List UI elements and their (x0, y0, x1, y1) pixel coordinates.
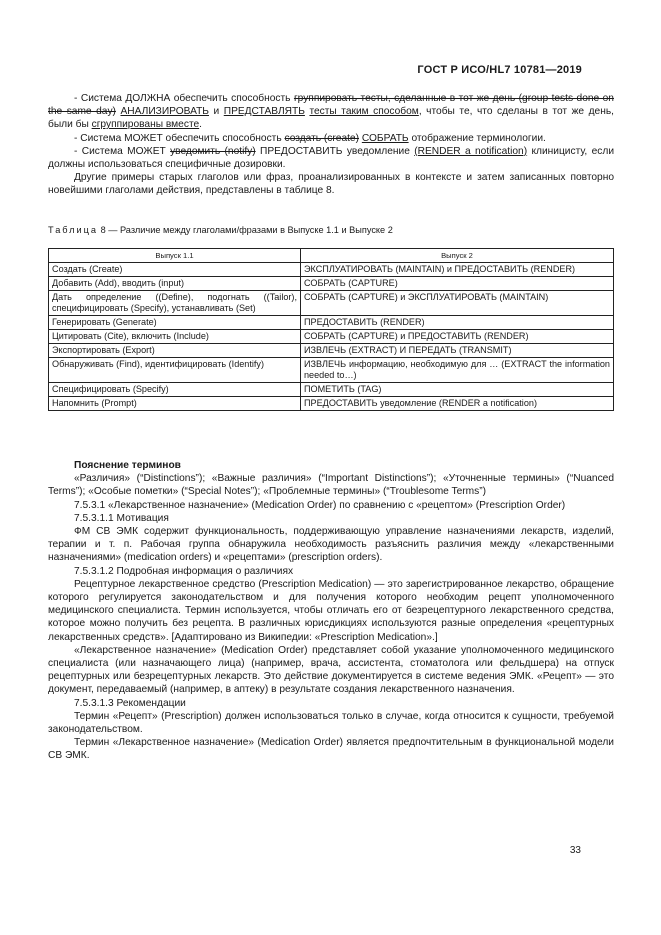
details-paragraph-2: «Лекарственное назначение» (Medication Order) представляет собой указание уполномоченного медицинского специалиста (или назначающего лица) (например, врача, ассистента, стоматолога или фельдшера) на отпуск рецептурных или безрецептурных лекарств. Это действие документируется в системе ведения ЭМК. «Рецепт» — это документ, передаваемый (например, в аптеку) в результате создания лекарственного назначения. (48, 644, 614, 696)
table-cell: ПРЕДОСТАВИТЬ уведомление (RENDER a notification) (301, 397, 614, 411)
body-section (48, 459, 614, 763)
underlined-text: (RENDER a notification) (414, 145, 528, 157)
underlined-text: сгруппированы вместе (91, 119, 200, 131)
table-row (49, 263, 614, 277)
table-caption: Таблица 8 — Различие между глаголами/фразами в Выпуске 1.1 и Выпуске 2 (48, 225, 393, 235)
table-cell: ПОМЕТИТЬ (TAG) (301, 383, 614, 397)
table-row (49, 291, 614, 316)
intro-paragraph-1: - Система ДОЛЖНА обеспечить способность группировать тесты, сделанные в тот же день (group tests done on the same day) АНАЛИЗИРОВАТЬ и ПРЕДСТАВЛЯТЬ тесты таким способом, чтобы те, что сделаны в тот же день, были бы сгруппированы вместе. (48, 93, 614, 131)
table-cell: Генерировать (Generate) (49, 316, 301, 330)
section-heading-7-5-3-1: 7.5.3.1 «Лекарственное назначение» (Medication Order) по сравнению с «рецептом» (Prescription Order) (74, 499, 566, 511)
recommendation-paragraph-2: Термин «Лекарственное назначение» (Medication Order) является предпочтительным в функциональной модели СВ ЭМК. (48, 737, 614, 762)
page-number: 33 (569, 845, 581, 856)
underlined-text: СОБРАТЬ (361, 132, 409, 144)
table-row (49, 330, 614, 344)
intro-paragraph-2: - Система МОЖЕТ обеспечить способность создать (create) СОБРАТЬ отображение терминологии. (74, 132, 546, 144)
terms-paragraph: «Различия» (“Distinctions”); «Важные различия» (“Important Distinctions”); «Уточненные термины» (“Nuanced Terms”); «Особые пометки» (“Special Notes”); «Проблемные термины» (“Troublesome Terms”) (48, 473, 614, 498)
column-header: Выпуск 2 (301, 249, 614, 263)
table-row (49, 383, 614, 397)
table-cell: СОБРАТЬ (CAPTURE) и ПРЕДОСТАВИТЬ (RENDER) (301, 330, 614, 344)
table-cell: СОБРАТЬ (CAPTURE) и ЭКСПЛУАТИРОВАТЬ (MAINTAIN) (301, 291, 614, 316)
struck-text: уведомить (notify) (170, 145, 256, 157)
table-cell: СОБРАТЬ (CAPTURE) (301, 277, 614, 291)
table-cell: Экспортировать (Export) (49, 344, 301, 358)
table-cell: Добавить (Add), вводить (input) (49, 277, 301, 291)
details-paragraph-1: Рецептурное лекарственное средство (Prescription Medication) — это зарегистрированное лекарство, обращение которого регулируется законодательством и для получения которого необходим рецепт уполномоченного медицинского специалиста. Термин используется, чтобы отличать его от безрецептурного лекарственного средства, которое можно получить без рецепта. В различных юрисдикциях используются разные определения «рецептурных лекарственных средств». [Адаптировано из Википедии: «Prescription Medication».] (48, 578, 614, 643)
table-row (49, 277, 614, 291)
table-header-row (49, 249, 614, 263)
section-heading-7-5-3-1-3: 7.5.3.1.3 Рекомендации (74, 697, 186, 709)
section-heading-7-5-3-1-1: 7.5.3.1.1 Мотивация (74, 512, 169, 524)
intro-paragraph-4: Другие примеры старых глаголов или фраз, проанализированных в контексте и затем записанных повторно новейшими глаголами действия, представлены в таблице 8. (48, 172, 614, 197)
table-row (49, 358, 614, 383)
table-cell: Обнаруживать (Find), идентифицировать (Identify) (49, 358, 301, 383)
table-cell: ПРЕДОСТАВИТЬ (RENDER) (301, 316, 614, 330)
document-id-header: ГОСТ Р ИСО/HL7 10781—2019 (417, 64, 582, 76)
table-cell: Создать (Create) (49, 263, 301, 277)
table-row (49, 344, 614, 358)
terms-heading: Пояснение терминов (74, 460, 181, 471)
recommendation-paragraph-1: Термин «Рецепт» (Prescription) должен использоваться только в случае, когда относится к сущности, требуемой законодательством. (48, 710, 614, 736)
motivation-paragraph: ФМ СВ ЭМК содержит функциональность, поддерживающую управление назначениями лекарств, изделий, терапии и т. п. Рабочая группа обнаружила необходимость разъяснить различия между «лекарственными назначениями» (medication orders) и «рецептами» (prescription orders). (48, 526, 614, 564)
table-row (49, 316, 614, 330)
struck-text: создать (create) (284, 132, 359, 144)
underlined-text: ПРЕДСТАВЛЯТЬ (223, 106, 305, 118)
table-cell: ИЗВЛЕЧЬ (EXTRACT) И ПЕРЕДАТЬ (TRANSMIT) (301, 344, 614, 358)
underlined-text: тесты таким способом (309, 106, 419, 118)
underlined-text: АНАЛИЗИРОВАТЬ (120, 106, 209, 118)
verbs-comparison-table (48, 248, 614, 411)
intro-paragraph-3: - Система МОЖЕТ уведомить (notify) ПРЕДОСТАВИТЬ уведомление (RENDER a notification) клиницисту, если должны использоваться специфичные дозировки. (48, 145, 615, 171)
table-cell: Напомнить (Prompt) (49, 397, 301, 411)
section-heading-7-5-3-1-2: 7.5.3.1.2 Подробная информация о различиях (74, 565, 294, 577)
table-cell: Цитировать (Cite), включить (Include) (49, 330, 301, 344)
intro-section (48, 92, 614, 198)
table-cell: ИЗВЛЕЧЬ информацию, необходимую для … (EXTRACT the information needed to…) (301, 358, 614, 383)
table-cell: Специфицировать (Specify) (49, 383, 301, 397)
struck-text: группировать тесты, сделанные в тот же день (group tests done on the same day) (48, 93, 614, 118)
table-row (49, 397, 614, 411)
column-header: Выпуск 1.1 (49, 249, 301, 263)
table-cell: ЭКСПЛУАТИРОВАТЬ (MAINTAIN) и ПРЕДОСТАВИТЬ (RENDER) (301, 263, 614, 277)
table-cell: Дать определение ((Define), подогнать ((Tailor), специфицировать (Specify), устанавливать (Set) (49, 291, 301, 316)
